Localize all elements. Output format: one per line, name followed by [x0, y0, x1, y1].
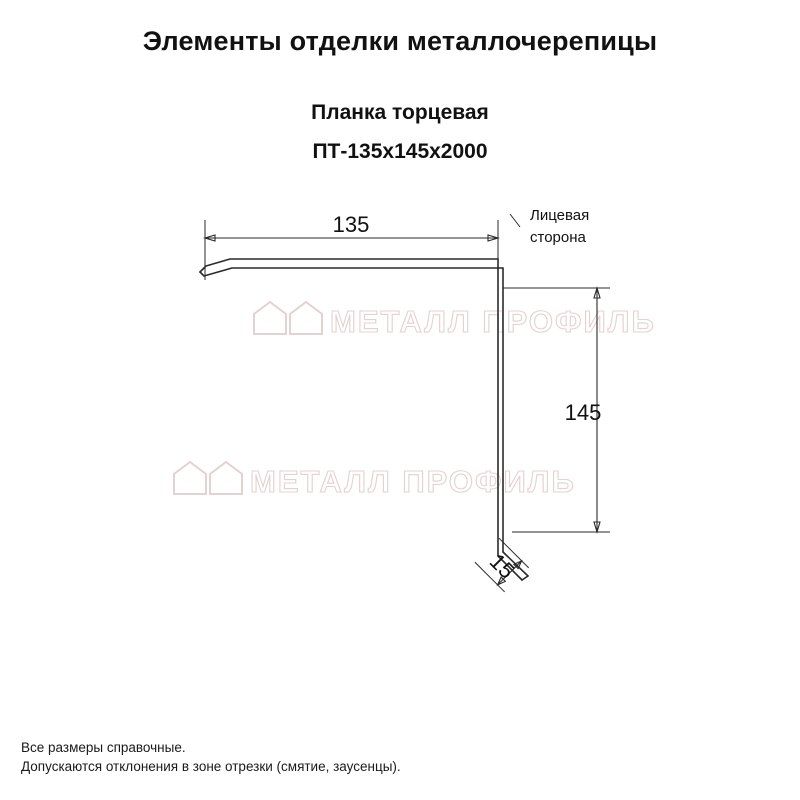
footer-note-1: Все размеры справочные.	[21, 740, 186, 755]
dimension-lip	[475, 538, 529, 592]
product-code: ПТ-135x145x2000	[312, 140, 488, 163]
face-side-annotation	[510, 207, 589, 246]
dimension-width	[205, 212, 498, 241]
dimension-width-label: 135	[332, 212, 370, 237]
svg-text:МЕТАЛЛ ПРОФИЛЬ: МЕТАЛЛ ПРОФИЛЬ	[330, 304, 656, 339]
dimension-height	[565, 288, 602, 532]
face-side-label-line1: Лицевая	[530, 207, 590, 224]
face-side-label-line2: сторона	[530, 229, 586, 246]
footer-note-2: Допускаются отклонения в зоне отрезки (смятие, заусенцы).	[21, 759, 401, 774]
dimension-height-label: 145	[564, 400, 602, 425]
svg-text:МЕТАЛЛ ПРОФИЛЬ: МЕТАЛЛ ПРОФИЛЬ	[250, 464, 576, 499]
technical-drawing	[0, 180, 800, 620]
part-profile	[200, 259, 528, 580]
product-name: Планка торцевая	[311, 101, 489, 124]
footer-notes	[21, 738, 401, 776]
dimension-lip-label: 15	[484, 548, 520, 584]
page-title: Элементы отделки металлочерепицы	[142, 26, 658, 56]
